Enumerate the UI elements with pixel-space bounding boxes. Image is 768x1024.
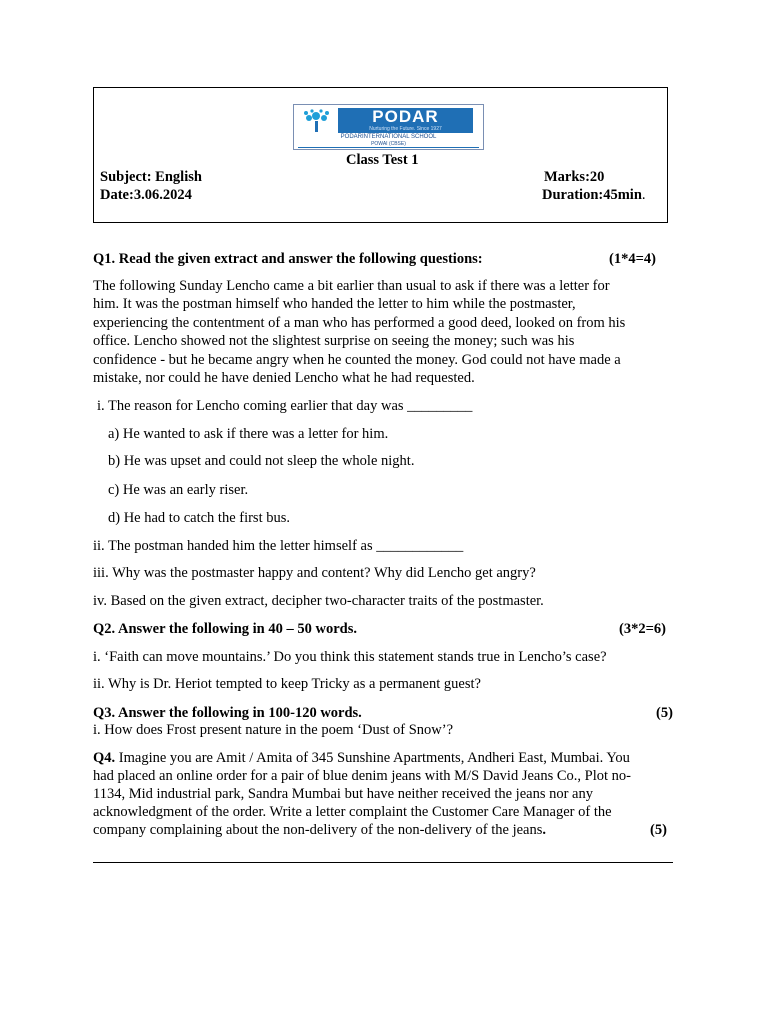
q4-line: 1134, Mid industrial park, Sandra Mumbai but have neither received the jeans nor any — [93, 786, 593, 802]
duration-label — [542, 187, 646, 204]
q3-marks: (5) — [656, 705, 673, 721]
test-title: Class Test 1 — [346, 152, 419, 168]
q1-sub-i: i. The reason for Lencho coming earlier that day was _________ — [97, 398, 473, 414]
q3-sub-i: i. How does Frost present nature in the poem ‘Dust of Snow’? — [93, 722, 454, 738]
logo-school-name: PODARINTERNATIONAL SCHOOL — [340, 134, 437, 140]
passage-line: The following Sunday Lencho came a bit earlier than usual to ask if there was a letter for — [93, 278, 610, 294]
school-logo — [293, 104, 484, 150]
passage-line: experiencing the contentment of a man who has performed a good deed, looked on from his — [93, 315, 626, 331]
logo-school-board: POWAI (CBSE) — [371, 141, 406, 147]
q4-line-text: Imagine you are Amit / Amita of 345 Sunshine Apartments, Andheri East, Mumbai. You — [115, 750, 630, 766]
q2-heading: Q2. Answer the following in 40 – 50 words. — [93, 621, 357, 637]
date-label: Date:3.06.2024 — [100, 187, 192, 203]
marks-label: Marks:20 — [544, 169, 605, 185]
q1-marks: (1*4=4) — [609, 251, 656, 267]
passage-line: confidence - but he became angry when he counted the money. God could not have made a — [93, 352, 621, 368]
q4-end-punct: . — [542, 822, 546, 838]
q2-marks: (3*2=6) — [619, 621, 666, 637]
passage-line: mistake, nor could he have denied Lencho what he had requested. — [93, 370, 475, 386]
duration-period: . — [641, 187, 646, 203]
duration-text: Duration:45min — [542, 187, 642, 203]
q1-option-b: b) He was upset and could not sleep the whole night. — [108, 453, 415, 469]
q2-sub-ii: ii. Why is Dr. Heriot tempted to keep Tricky as a permanent guest? — [93, 676, 481, 692]
subject-label: Subject: English — [100, 169, 202, 185]
header-box — [93, 87, 668, 223]
logo-brand: PODAR — [338, 108, 473, 126]
q1-sub-iii: iii. Why was the postmaster happy and content? Why did Lencho get angry? — [93, 565, 536, 581]
q2-sub-i: i. ‘Faith can move mountains.’ Do you think this statement stands true in Lencho’s case? — [93, 649, 607, 665]
q1-sub-iv: iv. Based on the given extract, decipher two-character traits of the postmaster. — [93, 593, 544, 609]
q1-heading: Q1. Read the given extract and answer the following questions: — [93, 251, 483, 267]
q3-heading: Q3. Answer the following in 100-120 words. — [93, 705, 362, 721]
logo-underline — [298, 147, 479, 148]
q1-sub-ii: ii. The postman handed him the letter himself as ____________ — [93, 538, 464, 554]
q4-line — [93, 750, 630, 767]
q4-line — [93, 822, 546, 839]
q4-marks: (5) — [650, 822, 667, 838]
logo-tagline: Nurturing the Future. Since 1927 — [338, 126, 473, 133]
bottom-divider — [93, 862, 673, 863]
q1-option-d: d) He had to catch the first bus. — [108, 510, 291, 526]
passage-line: office. Lencho showed not the slightest surprise on seeing the money; such was his — [93, 333, 575, 349]
q1-option-a: a) He wanted to ask if there was a letter for him. — [108, 426, 389, 442]
q4-line: acknowledgment of the order. Write a letter complaint the Customer Care Manager of the — [93, 804, 612, 820]
q4-line: had placed an online order for a pair of blue denim jeans with M/S David Jeans Co., Plot no- — [93, 768, 631, 784]
tree-icon — [300, 109, 334, 133]
q4-line-text: company complaining about the non-delivery of the non-delivery of the jeans — [93, 822, 543, 838]
passage-line: him. It was the postman himself who handed the letter to him while the postmaster, — [93, 296, 576, 312]
q4-label: Q4. — [93, 750, 116, 766]
q1-option-c: c) He was an early riser. — [108, 482, 249, 498]
